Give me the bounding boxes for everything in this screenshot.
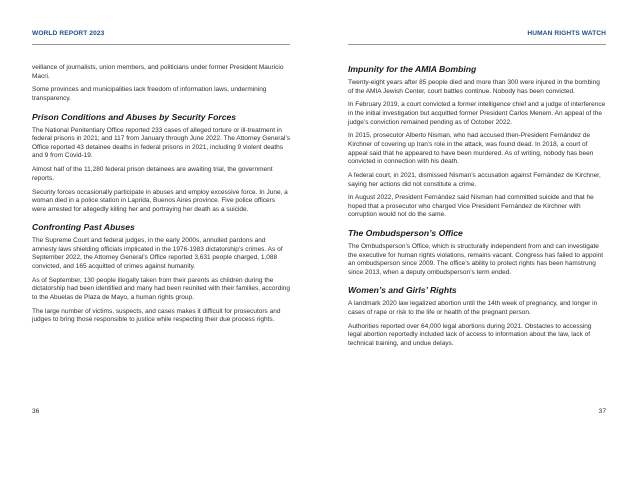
body-paragraph: A federal court, in 2021, dismissed Nisman’s accusation against Fernández de Kirchner, saying her actions did not constitute a crime. (348, 171, 601, 188)
body-paragraph: The Supreme Court and federal judges, in the early 2000s, annulled pardons and amnesty laws shielding officials implicated in the 1976-1983 dictatorship’s crimes. As of September 2022, the Attorney General’s Office reported 3,631 people charged, 1,088 convicted, and 165 acquitted of crimes against humanity. (32, 237, 283, 271)
right-text-column (348, 64, 606, 354)
section-heading: Prison Conditions and Abuses by Security Forces (32, 111, 237, 122)
page-number-right: 37 (598, 408, 606, 415)
running-header-right: HUMAN RIGHTS WATCH (527, 30, 606, 37)
section-heading: Impunity for the AMIA Bombing (348, 64, 477, 74)
body-paragraph: veillance of journalists, union members, and politicians under former President Mauricio Macri. (32, 64, 284, 80)
body-paragraph: As of September, 130 people illegally taken from their parents as children during the dictatorship had been identified and many had been reunited with their families, according to the Abuelas de Plaza de Mayo, a human rights group. (32, 276, 290, 302)
body-paragraph: In 2015, prosecutor Alberto Nisman, who had accused then-President Fernández de Kirchner of covering up Iran’s role in the attack, was found dead. In 2018, a court of appeal said that he appeared to have been murdered. As of writing, nobody has been convicted in connection with his death. (348, 132, 594, 166)
left-text-column (32, 64, 290, 330)
body-paragraph: Security forces occasionally participate in abuses and employ excessive force. In June, a woman died in a police station in Laprida, Buenos Aires province. Five police officers were arrested for allegedly killing her and portraying her death as a suicide. (32, 188, 288, 213)
body-paragraph: Some provinces and municipalities lack freedom of information laws, undermining transparency. (32, 86, 267, 102)
body-paragraph: In August 2022, President Fernández said Nisman had committed suicide and that he hoped that a prosecutor who charged Vice President Fernández de Kirchner with corruption would not do the same. (348, 194, 594, 219)
body-paragraph: Authorities reported over 64,000 legal abortions during 2021. Obstacles to accessing legal abortion reportedly included lack of access to information about the law, lack of technical training, and undue delays. (348, 322, 592, 347)
body-paragraph: The Ombudsperson’s Office, which is structurally independent from and can investigate the executive for human rights violations, remains vacant. Congress has failed to appoint an ombudsperson since 2009. The office’s ability to protect rights has been hamstrung since 2013, when a deputy ombudsperson’s term ended. (348, 243, 604, 276)
body-paragraph: Almost half of the 11,280 federal prison detainees are awaiting trial, the government reports. (32, 166, 273, 182)
body-paragraph: The National Penitentiary Office reported 233 cases of alleged torture or ill-treatment in federal prisons in 2021; and 117 from January through June 2022. The Attorney General’s Office reported 43 detainee deaths in federal prisons in 2021, including 9 violent deaths and 9 from Covid-19. (32, 126, 291, 160)
body-paragraph: Twenty-eight years after 85 people died and more than 300 were injured in the bombing of the AMIA Jewish Center, court battles continue. Nobody has been convicted. (348, 79, 600, 95)
section-heading: Women’s and Girls’ Rights (348, 285, 457, 296)
section-heading: The Ombudsperson’s Office (348, 228, 463, 239)
section-heading: Confronting Past Abuses (32, 222, 135, 233)
right-page (319, 0, 638, 479)
page-number-left: 36 (32, 408, 40, 415)
header-rule-right (348, 44, 606, 45)
body-paragraph: In February 2019, a court convicted a former intelligence chief and a judge of interference in the initial investigation but acquitted former President Carlos Menem. An appeal of the judge’s conviction remained pending as of October 2022. (348, 101, 606, 126)
header-rule-left (32, 44, 290, 45)
body-paragraph: A landmark 2020 law legalized abortion until the 14th week of pregnancy, and longer in cases of rape or risk to the life or health of the pregnant person. (348, 300, 598, 317)
body-paragraph: The large number of victims, suspects, and cases makes it difficult for prosecutors and judges to bring those responsible to justice while respecting their due process rights. (32, 307, 281, 324)
running-header-left: WORLD REPORT 2023 (32, 30, 105, 37)
